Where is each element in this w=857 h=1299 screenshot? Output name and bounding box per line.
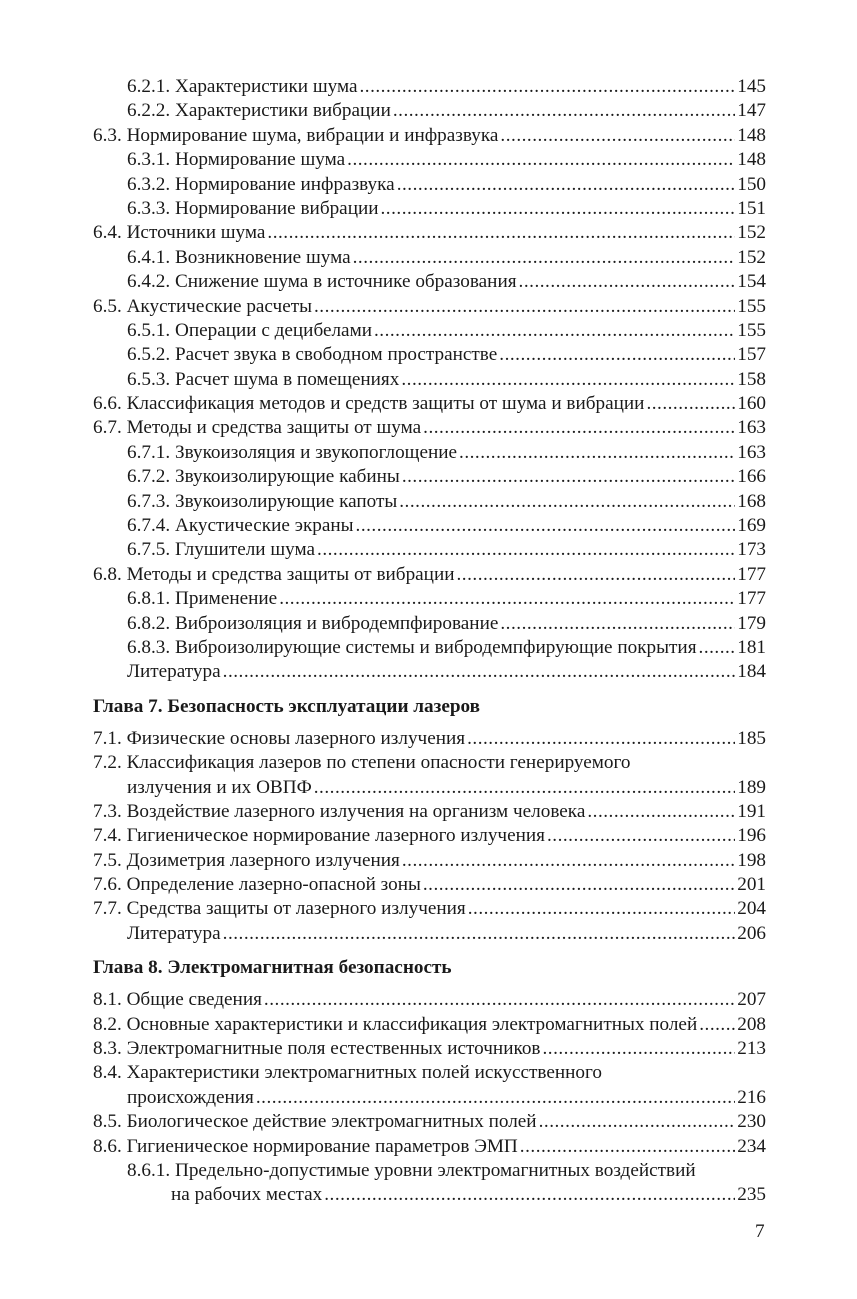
toc-entry-text: 6.7.2. Звукоизолирующие кабины <box>127 466 400 488</box>
toc-entry <box>93 124 766 148</box>
leader-dots <box>223 660 736 684</box>
leader-dots <box>699 1013 735 1037</box>
leader-dots <box>264 988 735 1012</box>
leader-dots <box>267 221 735 245</box>
toc-entry-text: 6.3.2. Нормирование инфразвука <box>127 173 395 195</box>
toc-entry <box>93 660 766 684</box>
toc-entry-8-1 <box>93 988 766 1012</box>
toc-entry-text: 6.2.2. Характеристики вибрации <box>127 100 391 122</box>
toc-entry-8-3 <box>93 1037 766 1061</box>
leader-dots <box>317 538 735 562</box>
toc-entry <box>93 343 766 367</box>
toc-entry-text: 6.8.2. Виброизоляция и вибродемпфирование <box>127 612 499 634</box>
toc-entry <box>93 99 766 123</box>
toc-entry-page: 184 <box>737 661 766 683</box>
toc-entry-page: 166 <box>737 466 766 488</box>
toc-entry-8-4-line2 <box>93 1086 766 1110</box>
toc-entry-page: 160 <box>737 393 766 415</box>
toc-entry-text: 8.6. Гигиеническое нормирование параметров ЭМП <box>93 1135 518 1157</box>
toc-entry-page: 155 <box>737 295 766 317</box>
toc-entry-page: 181 <box>737 636 766 658</box>
toc-entry-text: 6.7.3. Звукоизолирующие капоты <box>127 490 398 512</box>
toc-entry-page: 152 <box>737 246 766 268</box>
leader-dots <box>542 1037 735 1061</box>
leader-dots <box>223 922 736 946</box>
toc-entry-8-6-1-line2 <box>93 1183 766 1207</box>
toc-entry-8-4-line1: 8.4. Характеристики электромагнитных полей искусственного <box>93 1062 603 1084</box>
leader-dots <box>397 173 736 197</box>
leader-dots <box>314 776 735 800</box>
leader-dots <box>314 295 735 319</box>
toc-entry-text: 6.8. Методы и средства защиты от вибрации <box>93 563 455 585</box>
toc-entry-page: 177 <box>737 588 766 610</box>
toc-entry-8-6-1-line1: 8.6.1. Предельно-допустимые уровни электромагнитных воздействий <box>127 1160 696 1182</box>
toc-entry-page: 196 <box>737 825 766 847</box>
toc-entry-page: 206 <box>737 922 766 944</box>
toc-entry-page: 173 <box>737 539 766 561</box>
leader-dots <box>279 587 735 611</box>
toc-entry-text: 6.3. Нормирование шума, вибрации и инфразвука <box>93 124 499 146</box>
leader-dots <box>587 800 735 824</box>
toc-entry-text: 8.1. Общие сведения <box>93 989 262 1011</box>
toc-entry-text: 6.3.1. Нормирование шума <box>127 149 346 171</box>
toc-entry-text: происхождения <box>127 1086 254 1108</box>
leader-dots <box>459 441 735 465</box>
toc-entry <box>93 319 766 343</box>
toc-entry-page: 201 <box>737 874 766 896</box>
leader-dots <box>699 636 736 660</box>
toc-entry-text: 6.5.3. Расчет шума в помещениях <box>127 368 400 390</box>
toc-entry-page: 154 <box>737 271 766 293</box>
toc-entry-text: 7.6. Определение лазерно-опасной зоны <box>93 874 421 896</box>
toc-entry-page: 230 <box>737 1111 766 1133</box>
leader-dots <box>457 563 736 587</box>
leader-dots <box>539 1110 736 1134</box>
toc-entry-text: 6.4.1. Возникновение шума <box>127 246 351 268</box>
leader-dots <box>374 319 735 343</box>
toc-entry-page: 168 <box>737 490 766 512</box>
toc-entry <box>93 368 766 392</box>
leader-dots <box>401 368 735 392</box>
toc-entry-text: 6.2.1. Характеристики шума <box>127 75 358 97</box>
toc-entry-text: 6.4.2. Снижение шума в источнике образования <box>127 271 517 293</box>
toc-entry-page: 151 <box>737 197 766 219</box>
toc-entry-page: 157 <box>737 344 766 366</box>
toc-entry-text: 6.8.3. Виброизолирующие системы и вибродемпфирующие покрытия <box>127 636 697 658</box>
leader-dots <box>393 99 735 123</box>
toc-entry-page: 177 <box>737 563 766 585</box>
toc-entry-text: Литература <box>127 661 221 683</box>
toc-entry <box>93 538 766 562</box>
toc-entry-8-2 <box>93 1013 766 1037</box>
toc-entry <box>93 636 766 660</box>
leader-dots <box>519 270 736 294</box>
chapter-8-heading: Глава 8. Электромагнитная безопасность <box>93 957 452 979</box>
toc-entry-7-3 <box>93 800 766 824</box>
toc-entry <box>93 197 766 221</box>
toc-entry <box>93 295 766 319</box>
toc-entry-text: 6.5.1. Операции с децибелами <box>127 319 372 341</box>
toc-entry-8-6 <box>93 1135 766 1159</box>
toc-entry <box>93 392 766 416</box>
toc-entry-text: 7.7. Средства защиты от лазерного излучения <box>93 898 466 920</box>
toc-entry-text: 7.3. Воздействие лазерного излучения на организм человека <box>93 800 586 822</box>
toc-entry-7-2-line2 <box>93 776 766 800</box>
toc-entry-text: 6.7. Методы и средства защиты от шума <box>93 417 422 439</box>
toc-entry-page: 179 <box>737 612 766 634</box>
leader-dots <box>423 416 735 440</box>
toc-entry-text: 8.5. Биологическое действие электромагнитных полей <box>93 1111 537 1133</box>
toc-entry-text: 6.6. Классификация методов и средств защиты от шума и вибрации <box>93 393 645 415</box>
leader-dots <box>467 727 735 751</box>
toc-entry-page: 163 <box>737 441 766 463</box>
toc-entry-text: 6.3.3. Нормирование вибрации <box>127 197 379 219</box>
toc-entry-text: 6.5.2. Расчет звука в свободном пространстве <box>127 344 498 366</box>
leader-dots <box>402 465 735 489</box>
leader-dots <box>646 392 735 416</box>
toc-entry-7-5 <box>93 849 766 873</box>
toc-entry-text: 6.5. Акустические расчеты <box>93 295 312 317</box>
toc-entry-7-2-line1: 7.2. Классификация лазеров по степени опасности генерируемого <box>93 752 631 774</box>
toc-entry <box>93 416 766 440</box>
toc-entry-page: 148 <box>737 124 766 146</box>
toc-entry-7-7 <box>93 898 766 922</box>
toc-entry-7-6 <box>93 873 766 897</box>
leader-dots <box>468 897 735 921</box>
toc-entry <box>93 148 766 172</box>
toc-entry-page: 185 <box>737 727 766 749</box>
toc-entry-page: 191 <box>737 800 766 822</box>
table-of-contents <box>93 75 766 1208</box>
leader-dots <box>347 148 735 172</box>
toc-entry <box>93 221 766 245</box>
toc-entry-text: 6.7.1. Звукоизоляция и звукопоглощение <box>127 441 458 463</box>
leader-dots <box>256 1086 735 1110</box>
leader-dots <box>423 873 735 897</box>
toc-entry-page: 235 <box>737 1184 766 1206</box>
toc-entry-text: 8.3. Электромагнитные поля естественных источников <box>93 1038 541 1060</box>
page-number: 7 <box>755 1221 765 1242</box>
toc-entry-page: 155 <box>737 319 766 341</box>
toc-entry-page: 163 <box>737 417 766 439</box>
toc-entry-text: 6.8.1. Применение <box>127 588 278 610</box>
toc-entry-page: 145 <box>737 75 766 97</box>
toc-entry-7-4 <box>93 824 766 848</box>
section-6-entries <box>93 75 766 685</box>
chapter-7-heading: Глава 7. Безопасность эксплуатации лазеров <box>93 695 481 717</box>
toc-entry <box>93 587 766 611</box>
toc-entry <box>93 490 766 514</box>
toc-entry-page: 198 <box>737 849 766 871</box>
leader-dots <box>520 1135 735 1159</box>
leader-dots <box>359 75 735 99</box>
leader-dots <box>500 612 735 636</box>
toc-entry <box>93 270 766 294</box>
leader-dots <box>399 490 735 514</box>
toc-entry-page: 234 <box>737 1135 766 1157</box>
leader-dots <box>547 824 735 848</box>
leader-dots <box>353 246 736 270</box>
toc-entry <box>93 514 766 538</box>
toc-entry-text: Литература <box>127 922 221 944</box>
toc-entry-page: 216 <box>737 1086 766 1108</box>
toc-entry-page: 204 <box>737 898 766 920</box>
toc-entry-page: 213 <box>737 1038 766 1060</box>
toc-entry-page: 207 <box>737 989 766 1011</box>
toc-entry <box>93 612 766 636</box>
toc-entry-page: 189 <box>737 776 766 798</box>
toc-entry-page: 148 <box>737 149 766 171</box>
toc-entry-page: 150 <box>737 173 766 195</box>
toc-entry-text: 6.7.4. Акустические экраны <box>127 515 354 537</box>
toc-entry-text: 8.2. Основные характеристики и классификация электромагнитных полей <box>93 1013 698 1035</box>
toc-entry-text: 7.5. Дозиметрия лазерного излучения <box>93 849 400 871</box>
toc-entry-text: 6.4. Источники шума <box>93 222 266 244</box>
toc-entry <box>93 563 766 587</box>
leader-dots <box>500 124 735 148</box>
toc-entry-page: 169 <box>737 515 766 537</box>
leader-dots <box>356 514 736 538</box>
toc-entry-7-literature <box>93 922 766 946</box>
toc-entry <box>93 75 766 99</box>
leader-dots <box>499 343 735 367</box>
leader-dots <box>324 1183 735 1207</box>
toc-entry-page: 158 <box>737 368 766 390</box>
toc-entry-text: излучения и их ОВПФ <box>127 776 312 798</box>
toc-entry <box>93 246 766 270</box>
toc-entry-page: 152 <box>737 222 766 244</box>
toc-entry-text: 7.1. Физические основы лазерного излучения <box>93 727 466 749</box>
toc-entry-text: 6.7.5. Глушители шума <box>127 539 316 561</box>
toc-entry <box>93 465 766 489</box>
toc-entry-page: 208 <box>737 1013 766 1035</box>
toc-entry-page: 147 <box>737 100 766 122</box>
leader-dots <box>381 197 736 221</box>
toc-entry-text: на рабочих местах <box>171 1184 323 1206</box>
leader-dots <box>402 849 735 873</box>
toc-entry <box>93 173 766 197</box>
toc-entry-7-1 <box>93 727 766 751</box>
toc-entry <box>93 441 766 465</box>
toc-entry-8-5 <box>93 1110 766 1134</box>
toc-entry-text: 7.4. Гигиеническое нормирование лазерного излучения <box>93 825 545 847</box>
